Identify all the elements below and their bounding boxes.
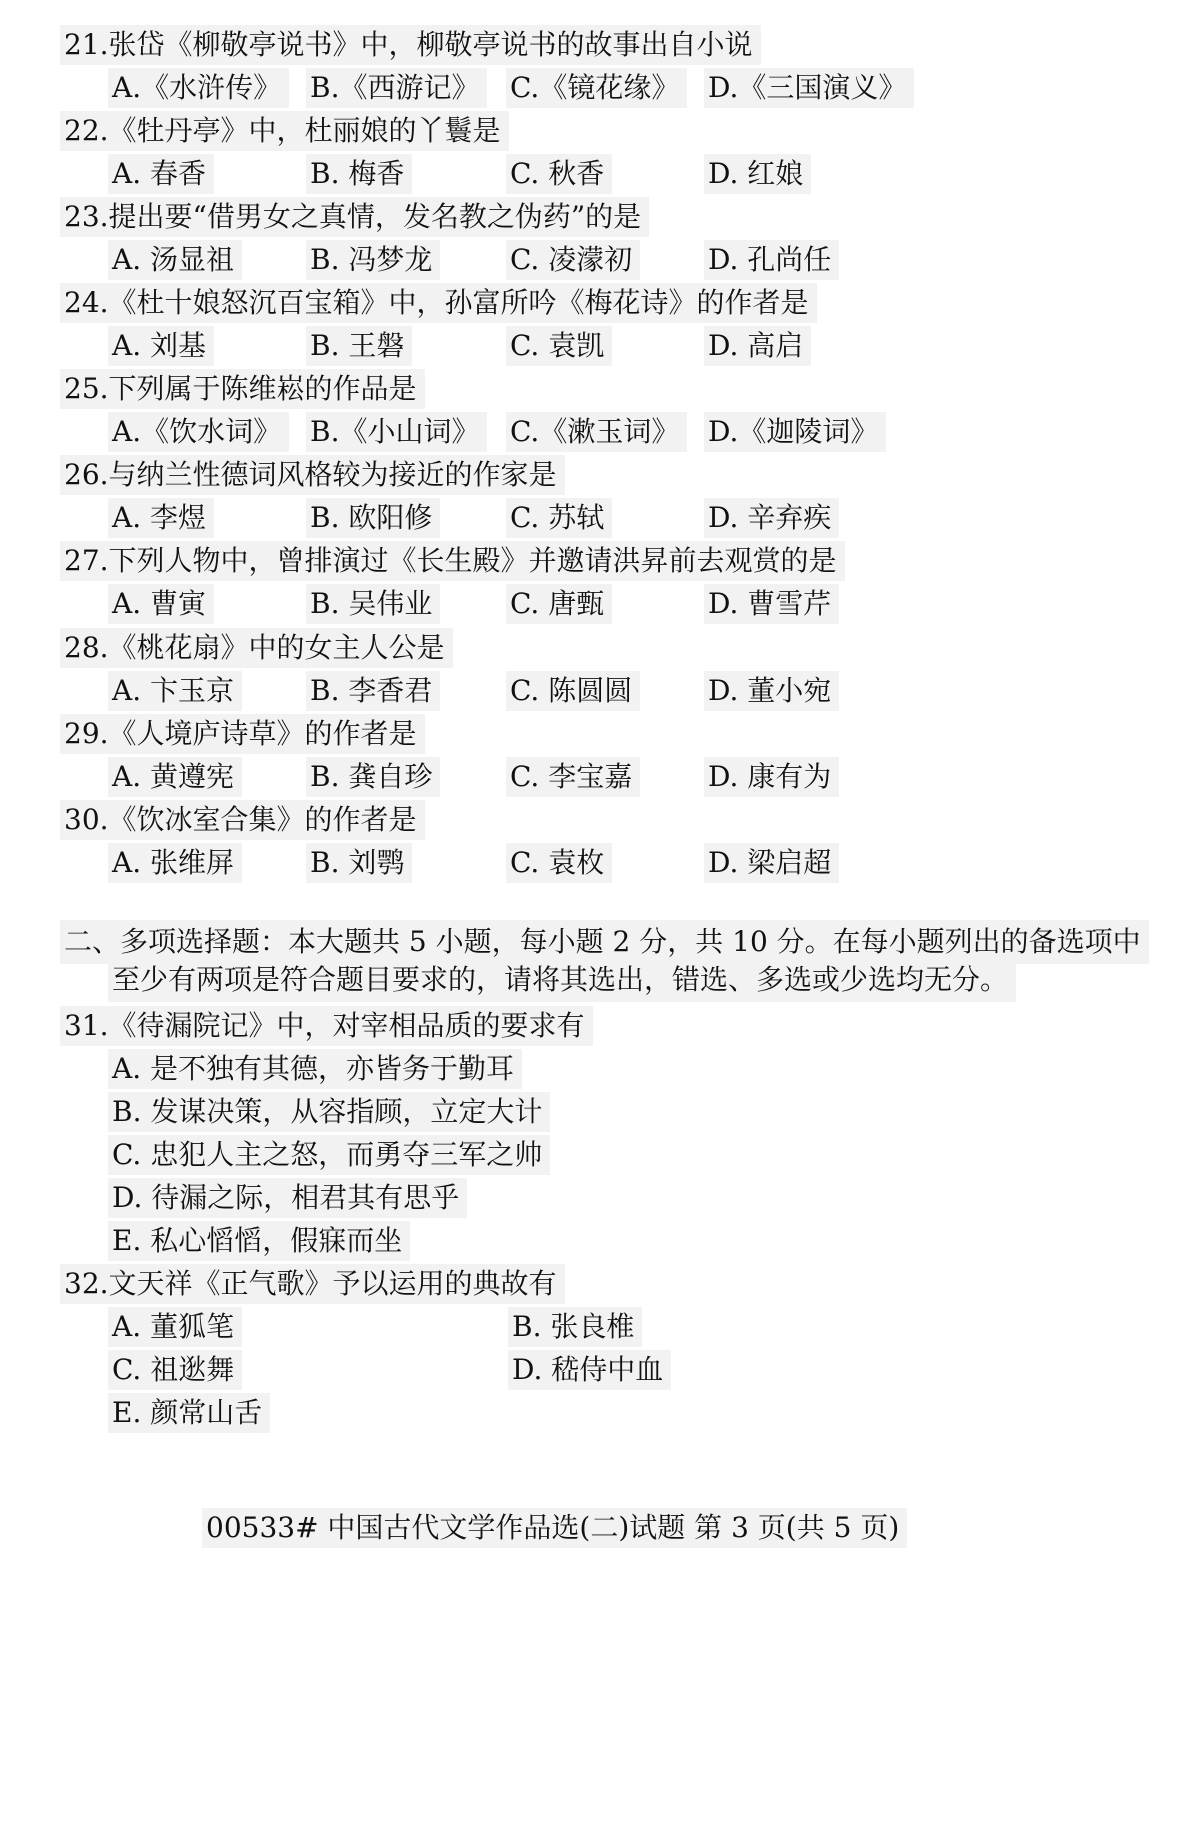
option-28-c: C. 陈圆圆 xyxy=(506,671,640,711)
option-26-a: A. 李煜 xyxy=(108,498,214,538)
option-32-c: C. 祖逖舞 xyxy=(108,1350,242,1390)
option-23-c: C. 凌濛初 xyxy=(506,240,640,280)
option-29-b: B. 龚自珍 xyxy=(306,757,440,797)
option-31-a: A. 是不独有其德，亦皆务于勤耳 xyxy=(108,1049,522,1089)
option-24-c: C. 袁凯 xyxy=(506,326,612,366)
option-29-a: A. 黄遵宪 xyxy=(108,757,242,797)
option-21-c: C.《镜花缘》 xyxy=(506,68,687,108)
question-27: 27.下列人物中，曾排演过《长生殿》并邀请洪昇前去观赏的是 xyxy=(60,541,845,581)
option-25-d: D.《迦陵词》 xyxy=(704,412,886,452)
option-32-b: B. 张良椎 xyxy=(508,1307,642,1347)
option-26-b: B. 欧阳修 xyxy=(306,498,440,538)
option-31-b: B. 发谋决策，从容指顾，立定大计 xyxy=(108,1092,550,1132)
question-30: 30.《饮冰室合集》的作者是 xyxy=(60,800,425,840)
option-32-d: D. 嵇侍中血 xyxy=(508,1350,671,1390)
option-32-a: A. 董狐笔 xyxy=(108,1307,242,1347)
option-23-b: B. 冯梦龙 xyxy=(306,240,440,280)
page-footer: 00533# 中国古代文学作品选(二)试题 第 3 页(共 5 页) xyxy=(202,1508,907,1548)
option-26-c: C. 苏轼 xyxy=(506,498,612,538)
question-26: 26.与纳兰性德词风格较为接近的作家是 xyxy=(60,455,565,495)
option-22-c: C. 秋香 xyxy=(506,154,612,194)
option-26-d: D. 辛弃疾 xyxy=(704,498,839,538)
option-22-d: D. 红娘 xyxy=(704,154,811,194)
option-28-a: A. 卞玉京 xyxy=(108,671,242,711)
option-29-c: C. 李宝嘉 xyxy=(506,757,640,797)
option-22-a: A. 春香 xyxy=(108,154,214,194)
option-30-c: C. 袁枚 xyxy=(506,843,612,883)
option-28-b: B. 李香君 xyxy=(306,671,440,711)
question-29: 29.《人境庐诗草》的作者是 xyxy=(60,714,425,754)
question-22: 22.《牡丹亭》中，杜丽娘的丫鬟是 xyxy=(60,111,509,151)
option-24-a: A. 刘基 xyxy=(108,326,214,366)
option-32-e: E. 颜常山舌 xyxy=(108,1393,270,1433)
option-28-d: D. 董小宛 xyxy=(704,671,839,711)
option-27-c: C. 唐甄 xyxy=(506,584,612,624)
question-32: 32.文天祥《正气歌》予以运用的典故有 xyxy=(60,1264,565,1304)
option-24-d: D. 高启 xyxy=(704,326,811,366)
question-24: 24.《杜十娘怒沉百宝箱》中，孙富所吟《梅花诗》的作者是 xyxy=(60,283,817,323)
option-31-e: E. 私心慆慆，假寐而坐 xyxy=(108,1221,410,1261)
option-25-b: B.《小山词》 xyxy=(306,412,487,452)
question-23: 23.提出要“借男女之真情，发名教之伪药”的是 xyxy=(60,197,649,237)
question-21: 21.张岱《柳敬亭说书》中，柳敬亭说书的故事出自小说 xyxy=(60,25,761,65)
question-25: 25.下列属于陈维崧的作品是 xyxy=(60,369,425,409)
option-22-b: B. 梅香 xyxy=(306,154,412,194)
option-25-c: C.《漱玉词》 xyxy=(506,412,687,452)
option-23-d: D. 孔尚任 xyxy=(704,240,839,280)
question-31: 31.《待漏院记》中，对宰相品质的要求有 xyxy=(60,1006,593,1046)
option-30-d: D. 梁启超 xyxy=(704,843,839,883)
option-31-c: C. 忠犯人主之怒，而勇夺三军之帅 xyxy=(108,1135,550,1175)
option-21-d: D.《三国演义》 xyxy=(704,68,914,108)
option-27-b: B. 吴伟业 xyxy=(306,584,440,624)
option-29-d: D. 康有为 xyxy=(704,757,839,797)
option-27-a: A. 曹寅 xyxy=(108,584,214,624)
option-25-a: A.《饮水词》 xyxy=(108,412,289,452)
section-2-instructions: 至少有两项是符合题目要求的，请将其选出，错选、多选或少选均无分。 xyxy=(108,958,1016,1002)
question-28: 28.《桃花扇》中的女主人公是 xyxy=(60,628,453,668)
option-30-b: B. 刘鹗 xyxy=(306,843,412,883)
option-21-a: A.《水浒传》 xyxy=(108,68,289,108)
option-30-a: A. 张维屏 xyxy=(108,843,242,883)
option-23-a: A. 汤显祖 xyxy=(108,240,242,280)
option-21-b: B.《西游记》 xyxy=(306,68,487,108)
option-27-d: D. 曹雪芹 xyxy=(704,584,839,624)
section-2-heading: 二、多项选择题：本大题共 5 小题，每小题 2 分，共 10 分。在每小题列出的备选项中 xyxy=(60,920,1149,964)
option-24-b: B. 王磐 xyxy=(306,326,412,366)
option-31-d: D. 待漏之际，相君其有思乎 xyxy=(108,1178,467,1218)
